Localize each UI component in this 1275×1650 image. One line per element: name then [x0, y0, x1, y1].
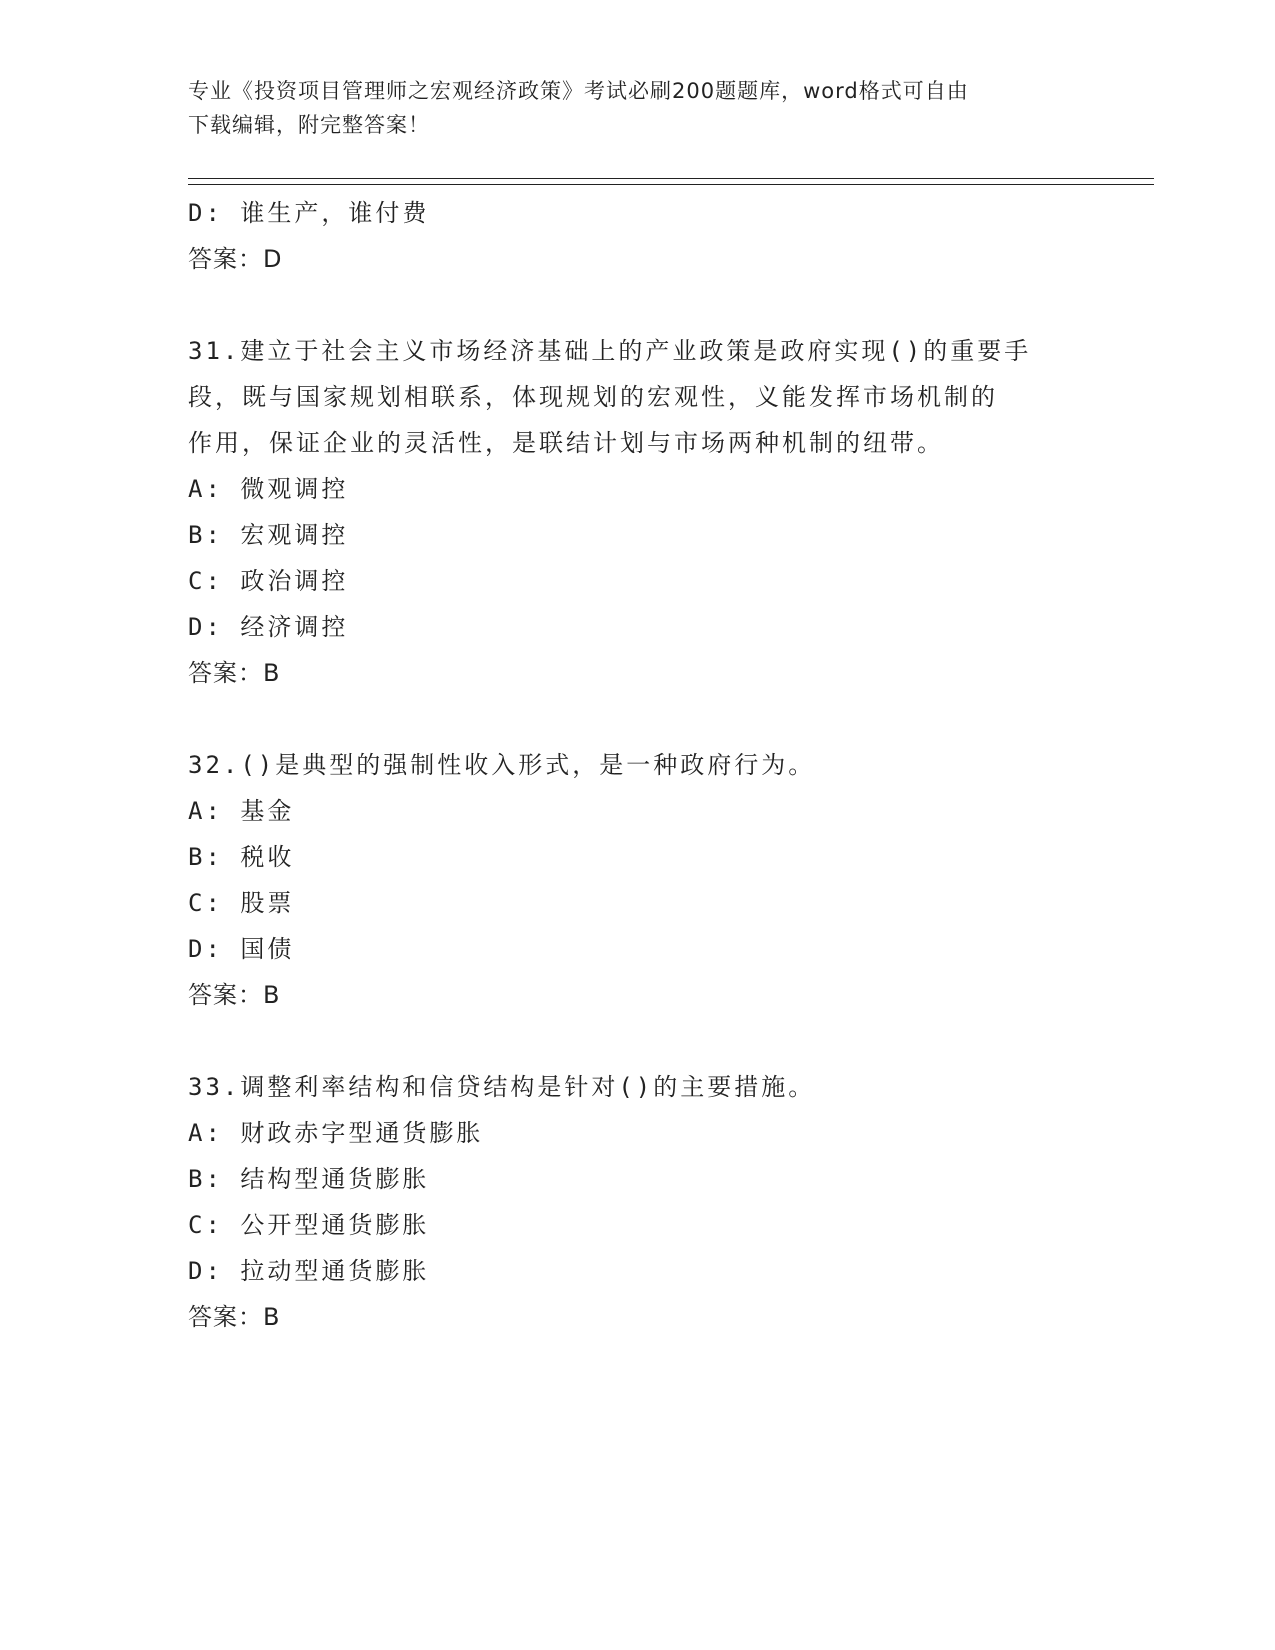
question-text	[188, 742, 1088, 788]
answer: 答案：D	[188, 245, 283, 273]
header-rule-top	[188, 178, 1154, 179]
question-31	[188, 328, 1088, 696]
answer: 答案：B	[188, 1303, 281, 1331]
question-line: 32.()是典型的强制性收入形式，是一种政府行为。	[188, 751, 816, 779]
option-b: B: 税收	[188, 843, 295, 871]
document-body	[188, 190, 1088, 1340]
option-a: A: 基金	[188, 797, 295, 825]
question-line: 作用，保证企业的灵活性，是联结计划与市场两种机制的纽带。	[188, 429, 944, 457]
option-d: D: 谁生产，谁付费	[188, 199, 430, 227]
option-d: D: 国债	[188, 935, 295, 963]
answer: 答案：B	[188, 981, 281, 1009]
question-text	[188, 1064, 1088, 1110]
header-line-2: 下载编辑，附完整答案！	[188, 113, 430, 137]
option-c: C: 公开型通货膨胀	[188, 1211, 430, 1239]
question-33	[188, 1064, 1088, 1340]
question-32	[188, 742, 1088, 1018]
option-b: B: 宏观调控	[188, 521, 349, 549]
document-header	[188, 74, 1088, 142]
header-rule-bottom	[188, 184, 1154, 185]
answer: 答案：B	[188, 659, 281, 687]
previous-question-tail	[188, 190, 1088, 282]
option-d: D: 拉动型通货膨胀	[188, 1257, 430, 1285]
option-c: C: 政治调控	[188, 567, 349, 595]
header-line-1: 专业《投资项目管理师之宏观经济政策》考试必刷200题题库，word格式可自由	[188, 79, 969, 103]
option-d: D: 经济调控	[188, 613, 349, 641]
question-text	[188, 328, 1088, 466]
option-a: A: 微观调控	[188, 475, 349, 503]
question-line: 段，既与国家规划相联系，体现规划的宏观性，义能发挥市场机制的	[188, 383, 998, 411]
question-line: 31.建立于社会主义市场经济基础上的产业政策是政府实现()的重要手	[188, 337, 1032, 365]
option-b: B: 结构型通货膨胀	[188, 1165, 430, 1193]
question-line: 33.调整利率结构和信贷结构是针对()的主要措施。	[188, 1073, 816, 1101]
option-a: A: 财政赤字型通货膨胀	[188, 1119, 484, 1147]
option-c: C: 股票	[188, 889, 295, 917]
